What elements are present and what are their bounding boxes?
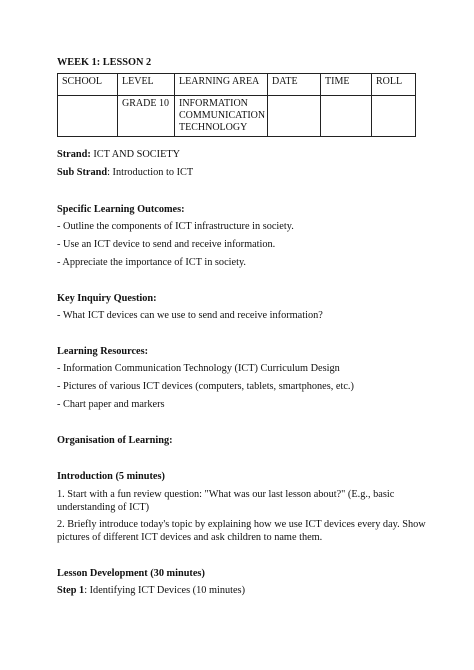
introduction-paragraph-1-line-2: understanding of ICT)	[57, 502, 150, 513]
resource-item: - Chart paper and markers	[57, 399, 165, 410]
lesson-title: WEEK 1: LESSON 2	[57, 57, 152, 68]
cell-level: GRADE 10	[118, 96, 175, 137]
step-1-label: Step 1	[57, 585, 85, 596]
outcome-item: - Outline the components of ICT infrastructure in society.	[57, 221, 294, 232]
cell-time	[321, 96, 372, 137]
header-level: LEVEL	[118, 74, 175, 96]
header-time: TIME	[321, 74, 372, 96]
introduction-heading: Introduction (5 minutes)	[57, 471, 165, 482]
introduction-paragraph-2-line-2: pictures of different ICT devices and ask children to name them.	[57, 532, 323, 543]
sub-strand-label: Sub Strand	[57, 167, 108, 178]
header-school: SCHOOL	[58, 74, 118, 96]
cell-date	[268, 96, 321, 137]
table-row	[58, 96, 416, 137]
cell-learning-area: INFORMATION COMMUNICATION TECHNOLOGY	[175, 96, 268, 137]
sub-strand-line	[57, 166, 193, 179]
sub-strand-value: : Introduction to ICT	[107, 167, 194, 178]
introduction-paragraph-1-line-1: 1. Start with a fun review question: "What was our last lesson about?" (E.g., basic	[57, 489, 395, 500]
strand-line	[57, 148, 180, 161]
development-heading: Lesson Development (30 minutes)	[57, 568, 205, 579]
resource-item: - Pictures of various ICT devices (computers, tablets, smartphones, etc.)	[57, 381, 354, 392]
table-header-row	[58, 74, 416, 96]
header-roll: ROLL	[372, 74, 416, 96]
outcome-item: - Appreciate the importance of ICT in society.	[57, 257, 246, 268]
header-date: DATE	[268, 74, 321, 96]
outcomes-heading: Specific Learning Outcomes:	[57, 204, 185, 215]
strand-label: Strand:	[57, 149, 91, 160]
introduction-paragraph-2-line-1: 2. Briefly introduce today's topic by explaining how we use ICT devices every day. Show	[57, 519, 426, 530]
outcome-item: - Use an ICT device to send and receive information.	[57, 239, 276, 250]
inquiry-heading: Key Inquiry Question:	[57, 293, 157, 304]
strand-value: ICT AND SOCIETY	[90, 149, 181, 160]
inquiry-item: - What ICT devices can we use to send and receive information?	[57, 310, 323, 321]
step-1-text: : Identifying ICT Devices (10 minutes)	[84, 585, 245, 596]
resource-item: - Information Communication Technology (ICT) Curriculum Design	[57, 363, 340, 374]
organisation-heading: Organisation of Learning:	[57, 435, 173, 446]
resources-heading: Learning Resources:	[57, 346, 149, 357]
header-learning-area: LEARNING AREA	[175, 74, 268, 96]
lesson-info-table	[57, 73, 416, 137]
cell-roll	[372, 96, 416, 137]
step-1-line	[57, 584, 245, 597]
cell-school	[58, 96, 118, 137]
